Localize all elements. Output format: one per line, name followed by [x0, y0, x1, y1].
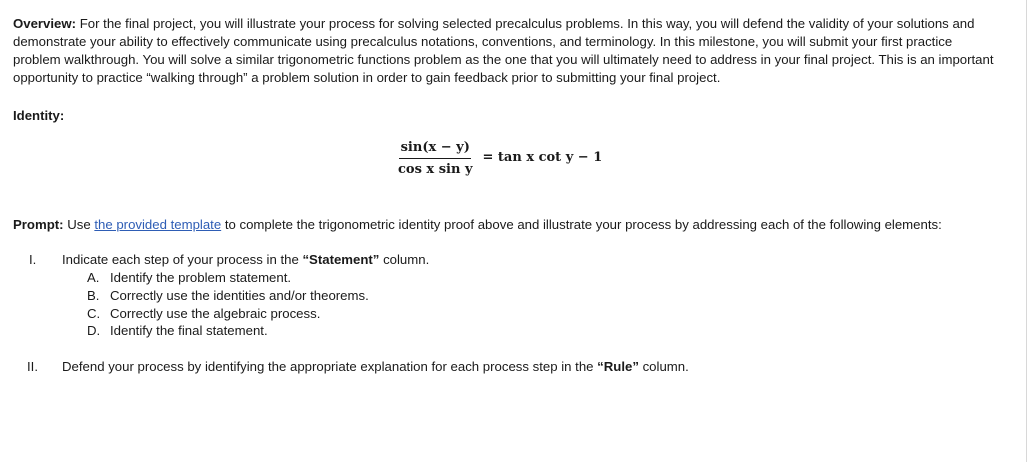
prompt-text-after: to complete the trigonometric identity proof above and illustrate your process by addressing each of the following elements:: [221, 217, 942, 232]
sub-item-text: Correctly use the algebraic process.: [110, 306, 321, 321]
identity-right-side: = tan x cot y − 1: [482, 150, 603, 165]
sub-item-letter: C.: [87, 306, 101, 321]
prompt-text-before: Use: [63, 217, 95, 232]
prompt-label: Prompt:: [13, 217, 64, 232]
list-item-text-before: Indicate each step of your process in the: [62, 252, 303, 267]
rule-column-term: “Rule”: [597, 359, 639, 374]
overview-label: Overview:: [13, 16, 77, 31]
overview-text: For the final project, you will illustrate your process for solving selected precalculus problems. In this way, you will defend the validity of your solutions and demonstrate your ability to effectively communicate using precalculus notations, conventions, and terminology. In this milestone, you will submit your first practice problem walkthrough. You will solve a similar trigonometric functions problem as the one that you will ultimately need to address in your final project. This is an important opportunity to practice “walking through” a problem solution in order to gain feedback prior to submitting your final project.: [13, 16, 994, 85]
sub-item-text: Identify the final statement.: [110, 323, 268, 338]
sub-item-letter: D.: [87, 323, 101, 338]
prompt-paragraph: [13, 216, 1013, 234]
list-item-text: [62, 359, 689, 374]
list-item-text-after: column.: [379, 252, 430, 267]
overview-paragraph: [13, 15, 998, 87]
list-item-text-before: Defend your process by identifying the appropriate explanation for each process step in the: [62, 359, 598, 374]
list-item-numeral: II.: [27, 359, 38, 374]
fraction-numerator: sin(x − y): [400, 140, 470, 155]
sub-item-text: Identify the problem statement.: [110, 270, 292, 285]
fraction-denominator: cos x sin y: [398, 162, 473, 177]
identity-formula: [396, 140, 602, 177]
identity-label: Identity:: [13, 108, 65, 123]
sub-item-text: Correctly use the identities and/or theorems.: [110, 288, 369, 303]
sub-item-letter: A.: [87, 270, 100, 285]
statement-column-term: “Statement”: [302, 252, 380, 267]
list-item-text-after: column.: [638, 359, 689, 374]
template-link[interactable]: the provided template: [94, 217, 222, 232]
identity-fraction: [396, 140, 475, 177]
sub-item-letter: B.: [87, 288, 100, 303]
list-item-text: [62, 252, 429, 267]
list-item-numeral: I.: [29, 252, 37, 267]
